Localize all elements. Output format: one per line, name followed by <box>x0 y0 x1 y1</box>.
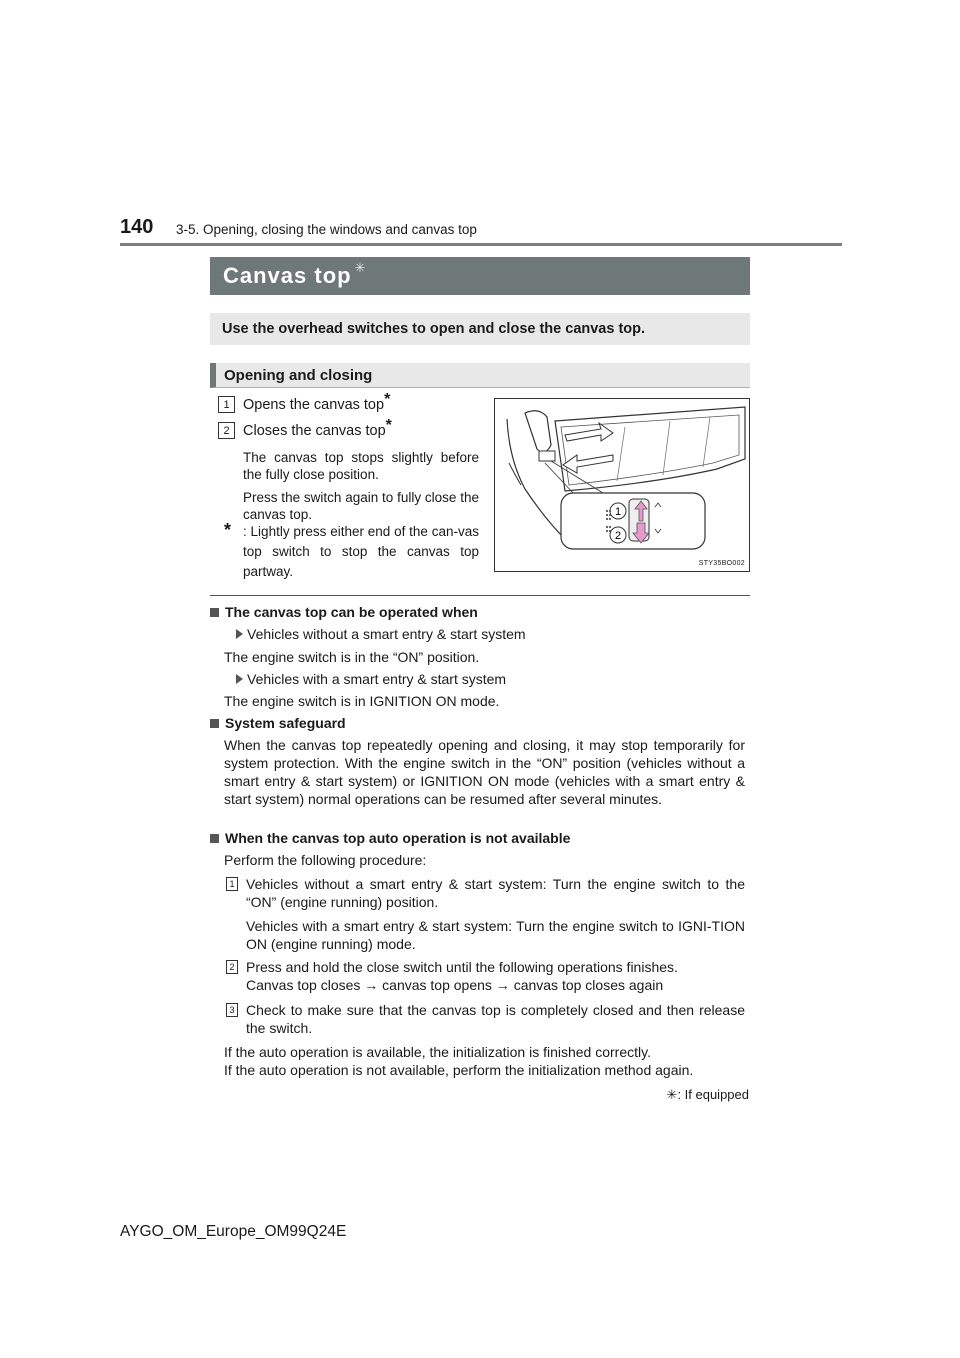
section-heading <box>210 363 750 388</box>
step-1-badge: 1 <box>226 877 238 891</box>
step-3-badge: 3 <box>226 1003 238 1017</box>
step-1-text: Vehicles without a smart entry & start system: Turn the engine switch to the “ON” (engine running) position. <box>246 876 745 910</box>
safeguard-text: When the canvas top repeatedly opening and closing, it may stop temporarily for system protection. With the engine switch in the “ON” position (vehicles without a smart entry & start system) or IGNITION ON mode (vehicles with a smart entry & start system) normal operations can be resumed after several minutes. <box>224 737 745 807</box>
heading-square-icon <box>210 719 219 728</box>
page-number: 140 <box>120 216 154 238</box>
bullet-arrow-icon <box>236 674 243 684</box>
callout-label-2 <box>243 417 392 440</box>
page-title-bar <box>210 257 750 295</box>
chapter-title: 3-5. Opening, closing the windows and canvas top <box>176 222 477 237</box>
safeguard-heading <box>210 715 346 731</box>
auto-op-outro-1: If the auto operation is available, the initialization is finished correctly. <box>224 1044 651 1060</box>
header-rule <box>120 243 842 246</box>
if-equipped-mark: ✳ <box>666 1087 678 1102</box>
title-equipped-mark: ✳ <box>354 260 367 275</box>
auto-op-heading-text: When the canvas top auto operation is not available <box>225 830 571 846</box>
heading-square-icon <box>210 608 219 617</box>
footnote-mark: * <box>224 520 232 540</box>
step-1-text-2: Vehicles with a smart entry & start system: Turn the engine switch to IGNI-TION ON (engine running) mode. <box>246 918 745 952</box>
overhead-switch-illustration <box>494 398 750 572</box>
section-divider <box>210 595 750 596</box>
callout-badge-2: 2 <box>218 422 235 439</box>
safeguard-heading-text: System safeguard <box>225 715 346 731</box>
intro-box <box>210 313 750 345</box>
footnote-text: : Lightly press either end of the can-vas top switch to stop the canvas top partway. <box>243 524 479 579</box>
callout-text-2: Closes the canvas top <box>243 423 386 439</box>
step-2-text-2: Canvas top closes → canvas top opens → canvas top closes again <box>246 977 664 993</box>
illustration-label-1: 1 <box>614 506 622 518</box>
operated-when-heading-text: The canvas top can be operated when <box>225 604 478 620</box>
note-stops-before-close: The canvas top stops slightly before the fully close position. <box>243 450 479 482</box>
step-2-badge: 2 <box>226 960 238 974</box>
document-id: AYGO_OM_Europe_OM99Q24E <box>120 1223 347 1240</box>
auto-op-intro: Perform the following procedure: <box>224 852 427 868</box>
callout-mark-1: * <box>384 391 391 408</box>
step-2-text: Press and hold the close switch until the following operations finishes. <box>246 959 678 975</box>
step-3-text: Check to make sure that the canvas top is completely closed and then release the switch. <box>246 1002 745 1036</box>
intro-text: Use the overhead switches to open and close the canvas top. <box>222 321 646 337</box>
page-title: Canvas top <box>223 263 352 288</box>
operated-item-2-label-text: Vehicles with a smart entry & start system <box>247 671 507 687</box>
callout-text-1: Opens the canvas top <box>243 397 385 413</box>
if-equipped-text: : If equipped <box>677 1087 749 1102</box>
switch-drawing <box>495 399 749 571</box>
auto-op-outro-2: If the auto operation is not available, perform the initialization method again. <box>224 1062 694 1078</box>
section-heading-text: Opening and closing <box>224 366 373 384</box>
callout-badge-1: 1 <box>218 396 235 413</box>
callout-label-1 <box>243 391 391 414</box>
note-press-again: Press the switch again to fully close the canvas top. <box>243 490 479 522</box>
operated-item-1-text: The engine switch is in the “ON” position. <box>224 649 480 665</box>
illustration-label-2: 2 <box>614 530 622 542</box>
operated-item-2-text: The engine switch is in IGNITION ON mode. <box>224 693 500 709</box>
operated-item-2-label <box>236 671 506 687</box>
operated-item-1-label-text: Vehicles without a smart entry & start system <box>247 626 526 642</box>
auto-op-heading <box>210 830 570 846</box>
illustration-code: STY35BO002 <box>698 560 745 567</box>
callout-mark-2: * <box>385 417 392 434</box>
operated-when-heading <box>210 604 478 620</box>
bullet-arrow-icon <box>236 629 243 639</box>
heading-square-icon <box>210 834 219 843</box>
if-equipped-note <box>667 1087 749 1103</box>
operated-item-1-label <box>236 626 526 642</box>
